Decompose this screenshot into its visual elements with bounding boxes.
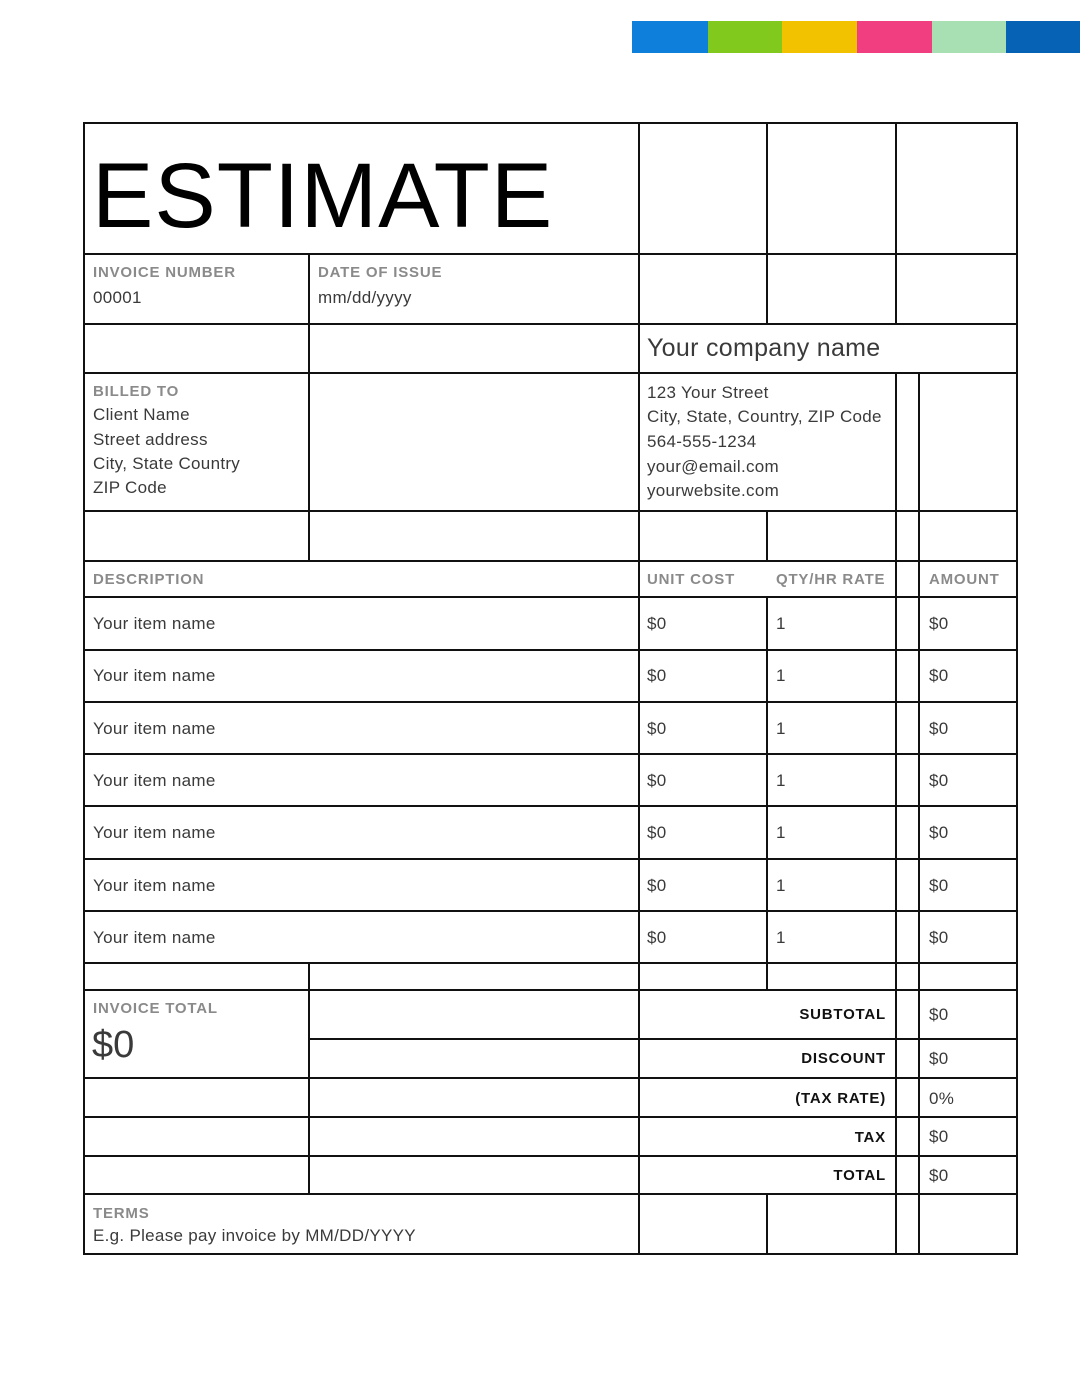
- grid-line: [83, 1155, 1018, 1157]
- grid-line: [83, 372, 1018, 374]
- column-header-amount: AMOUNT: [929, 571, 1000, 588]
- grid-line: [83, 805, 1018, 807]
- grid-line: [83, 323, 1018, 325]
- column-header-qty: QTY/HR RATE: [776, 571, 886, 588]
- item-unit-cost: $0: [647, 876, 667, 895]
- invoice-number: 00001: [93, 288, 142, 307]
- item-name: Your item name: [93, 771, 216, 790]
- grid-line: [309, 1038, 1018, 1040]
- column-header-unit-cost: UNIT COST: [647, 571, 736, 588]
- company-city: City, State, Country, ZIP Code: [647, 407, 882, 426]
- item-amount: $0: [929, 876, 949, 895]
- item-unit-cost: $0: [647, 666, 667, 685]
- grid-line: [83, 1077, 1018, 1079]
- item-qty: 1: [776, 666, 786, 685]
- invoice-total-value: $0: [92, 1024, 135, 1066]
- date-of-issue-label: DATE OF ISSUE: [318, 264, 443, 281]
- tax-value: $0: [929, 1127, 949, 1146]
- item-amount: $0: [929, 928, 949, 947]
- grid-line: [918, 372, 920, 1255]
- client-city: City, State Country: [93, 454, 241, 473]
- discount-value: $0: [929, 1049, 949, 1068]
- item-qty: 1: [776, 928, 786, 947]
- invoice-number-label: INVOICE NUMBER: [93, 264, 236, 281]
- invoice-total-label: INVOICE TOTAL: [93, 1000, 218, 1017]
- tax-rate-value: 0%: [929, 1089, 955, 1108]
- item-unit-cost: $0: [647, 823, 667, 842]
- grid-line: [83, 989, 1018, 991]
- item-qty: 1: [776, 614, 786, 633]
- grid-line: [895, 122, 897, 325]
- item-qty: 1: [776, 719, 786, 738]
- item-name: Your item name: [93, 876, 216, 895]
- item-unit-cost: $0: [647, 719, 667, 738]
- item-amount: $0: [929, 666, 949, 685]
- color-strip-segment: [857, 21, 932, 53]
- grid-line: [895, 372, 897, 1255]
- grid-line: [83, 510, 1018, 512]
- item-name: Your item name: [93, 928, 216, 947]
- item-name: Your item name: [93, 719, 216, 738]
- subtotal-label: SUBTOTAL: [799, 1006, 886, 1023]
- grid-line: [83, 560, 1018, 562]
- grid-line: [1016, 122, 1018, 1255]
- discount-label: DISCOUNT: [801, 1050, 886, 1067]
- item-amount: $0: [929, 614, 949, 633]
- item-unit-cost: $0: [647, 771, 667, 790]
- item-unit-cost: $0: [647, 928, 667, 947]
- grid-line: [766, 1193, 768, 1255]
- terms-text: E.g. Please pay invoice by MM/DD/YYYY: [93, 1226, 416, 1245]
- color-strip-segment: [782, 21, 857, 53]
- grid-line: [83, 962, 1018, 964]
- item-unit-cost: $0: [647, 614, 667, 633]
- grid-line: [83, 253, 1018, 255]
- item-amount: $0: [929, 719, 949, 738]
- color-strip-segment: [632, 21, 708, 53]
- company-email: your@email.com: [647, 457, 779, 476]
- grid-line: [766, 510, 768, 562]
- item-qty: 1: [776, 771, 786, 790]
- total-value: $0: [929, 1166, 949, 1185]
- grid-line: [766, 122, 768, 325]
- client-name: Client Name: [93, 405, 190, 424]
- tax-label: TAX: [854, 1129, 886, 1146]
- grid-line: [83, 122, 85, 1255]
- grid-line: [83, 1116, 1018, 1118]
- client-zip: ZIP Code: [93, 478, 167, 497]
- date-of-issue: mm/dd/yyyy: [318, 288, 412, 307]
- color-strip-segment: [1006, 21, 1080, 53]
- color-strip-segment: [708, 21, 782, 53]
- grid-line: [308, 253, 310, 562]
- grid-line: [83, 753, 1018, 755]
- tax-rate-label: (TAX RATE): [795, 1090, 886, 1107]
- item-amount: $0: [929, 823, 949, 842]
- company-phone: 564-555-1234: [647, 432, 757, 451]
- grid-line: [83, 1193, 1018, 1195]
- grid-line: [83, 1253, 1018, 1255]
- item-qty: 1: [776, 876, 786, 895]
- grid-line: [83, 910, 1018, 912]
- total-label: TOTAL: [833, 1167, 886, 1184]
- grid-line: [638, 122, 640, 1255]
- item-name: Your item name: [93, 614, 216, 633]
- grid-line: [83, 122, 1018, 124]
- grid-line: [766, 596, 768, 991]
- grid-line: [83, 596, 1018, 598]
- grid-line: [83, 701, 1018, 703]
- page-title: ESTIMATE: [92, 145, 554, 247]
- column-header-description: DESCRIPTION: [93, 571, 205, 588]
- grid-line: [83, 858, 1018, 860]
- company-name: Your company name: [647, 334, 881, 362]
- company-website: yourwebsite.com: [647, 481, 780, 500]
- color-strip-segment: [932, 21, 1006, 53]
- subtotal-value: $0: [929, 1005, 949, 1024]
- billed-to-label: BILLED TO: [93, 383, 180, 400]
- grid-line: [83, 649, 1018, 651]
- company-street: 123 Your Street: [647, 383, 769, 402]
- item-amount: $0: [929, 771, 949, 790]
- item-qty: 1: [776, 823, 786, 842]
- client-street: Street address: [93, 430, 208, 449]
- terms-label: TERMS: [93, 1205, 150, 1222]
- grid-line: [308, 962, 310, 1195]
- item-name: Your item name: [93, 666, 216, 685]
- item-name: Your item name: [93, 823, 216, 842]
